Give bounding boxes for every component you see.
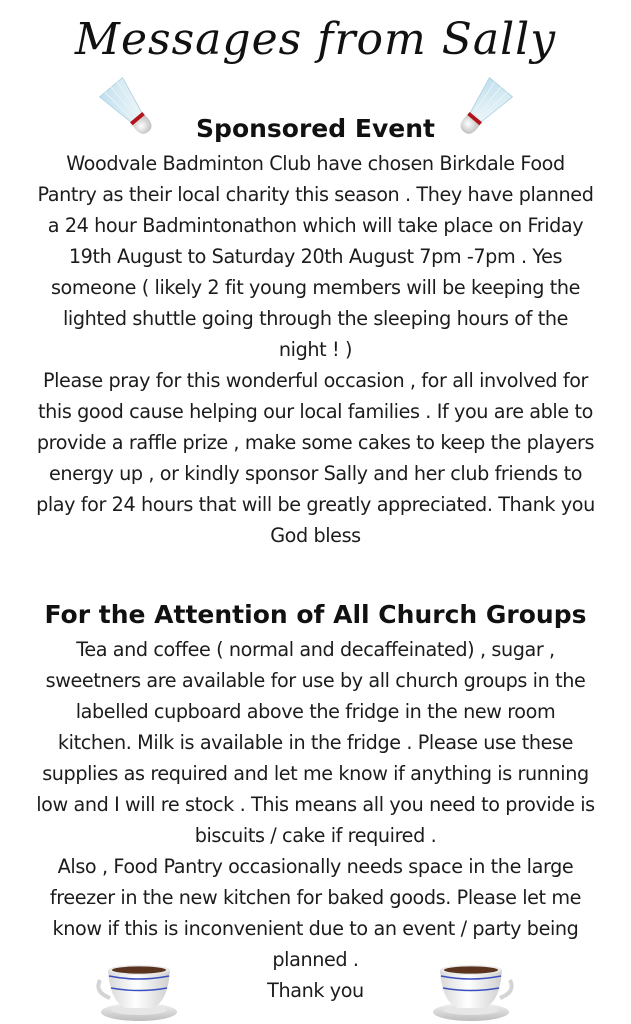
teacup-icon	[96, 958, 182, 1024]
sponsored-event-paragraph-2	[0, 365, 631, 551]
text-line: biscuits / cake if required .	[194, 824, 437, 847]
text-line: play for 24 hours that will be greatly appreciated. Thank you	[36, 493, 595, 516]
page-title: Messages from Sally	[74, 14, 557, 65]
teacup-icon	[428, 958, 514, 1024]
text-line: Pantry as their local charity this season . They have planned	[37, 183, 594, 206]
text-line: this good cause helping our local families . If you are able to	[38, 400, 593, 423]
text-line: night ! )	[278, 338, 353, 361]
text-line: kitchen. Milk is available in the fridge . Please use these	[57, 731, 574, 754]
church-groups-paragraph-1	[0, 634, 631, 851]
text-line: someone ( likely 2 fit young members will be keeping the	[50, 276, 581, 299]
text-line: 19th August to Saturday 20th August 7pm -7pm . Yes	[68, 245, 563, 268]
church-groups-paragraph-2	[0, 851, 631, 1006]
text-line: sweetners are available for use by all church groups in the	[45, 669, 586, 692]
text-line: Thank you	[267, 979, 364, 1002]
section-heading-church-groups: For the Attention of All Church Groups	[44, 600, 587, 629]
text-line: labelled cupboard above the fridge in the new room	[75, 700, 556, 723]
text-line: God bless	[270, 524, 361, 547]
text-line: a 24 hour Badmintonathon which will take place on Friday	[47, 214, 584, 237]
text-line: planned .	[272, 948, 359, 971]
section-heading-sponsored-event: Sponsored Event	[196, 114, 435, 143]
text-line: energy up , or kindly sponsor Sally and her club friends to	[48, 462, 583, 485]
text-line: Also , Food Pantry occasionally needs space in the large	[57, 855, 574, 878]
text-line: Tea and coffee ( normal and decaffeinated) , sugar ,	[76, 638, 555, 661]
text-line: provide a raffle prize , make some cakes to keep the players	[36, 431, 595, 454]
text-line: freezer in the new kitchen for baked goods. Please let me	[49, 886, 582, 909]
text-line: Woodvale Badminton Club have chosen Birkdale Food	[66, 152, 565, 175]
text-line: lighted shuttle going through the sleeping hours of the	[63, 307, 568, 330]
text-line: know if this is inconvenient due to an event / party being	[52, 917, 579, 940]
text-line: low and I will re stock . This means all you need to provide is	[36, 793, 595, 816]
sponsored-event-paragraph-1	[0, 148, 631, 365]
text-line: supplies as required and let me know if anything is running	[42, 762, 589, 785]
text-line: Please pray for this wonderful occasion , for all involved for	[42, 369, 589, 392]
